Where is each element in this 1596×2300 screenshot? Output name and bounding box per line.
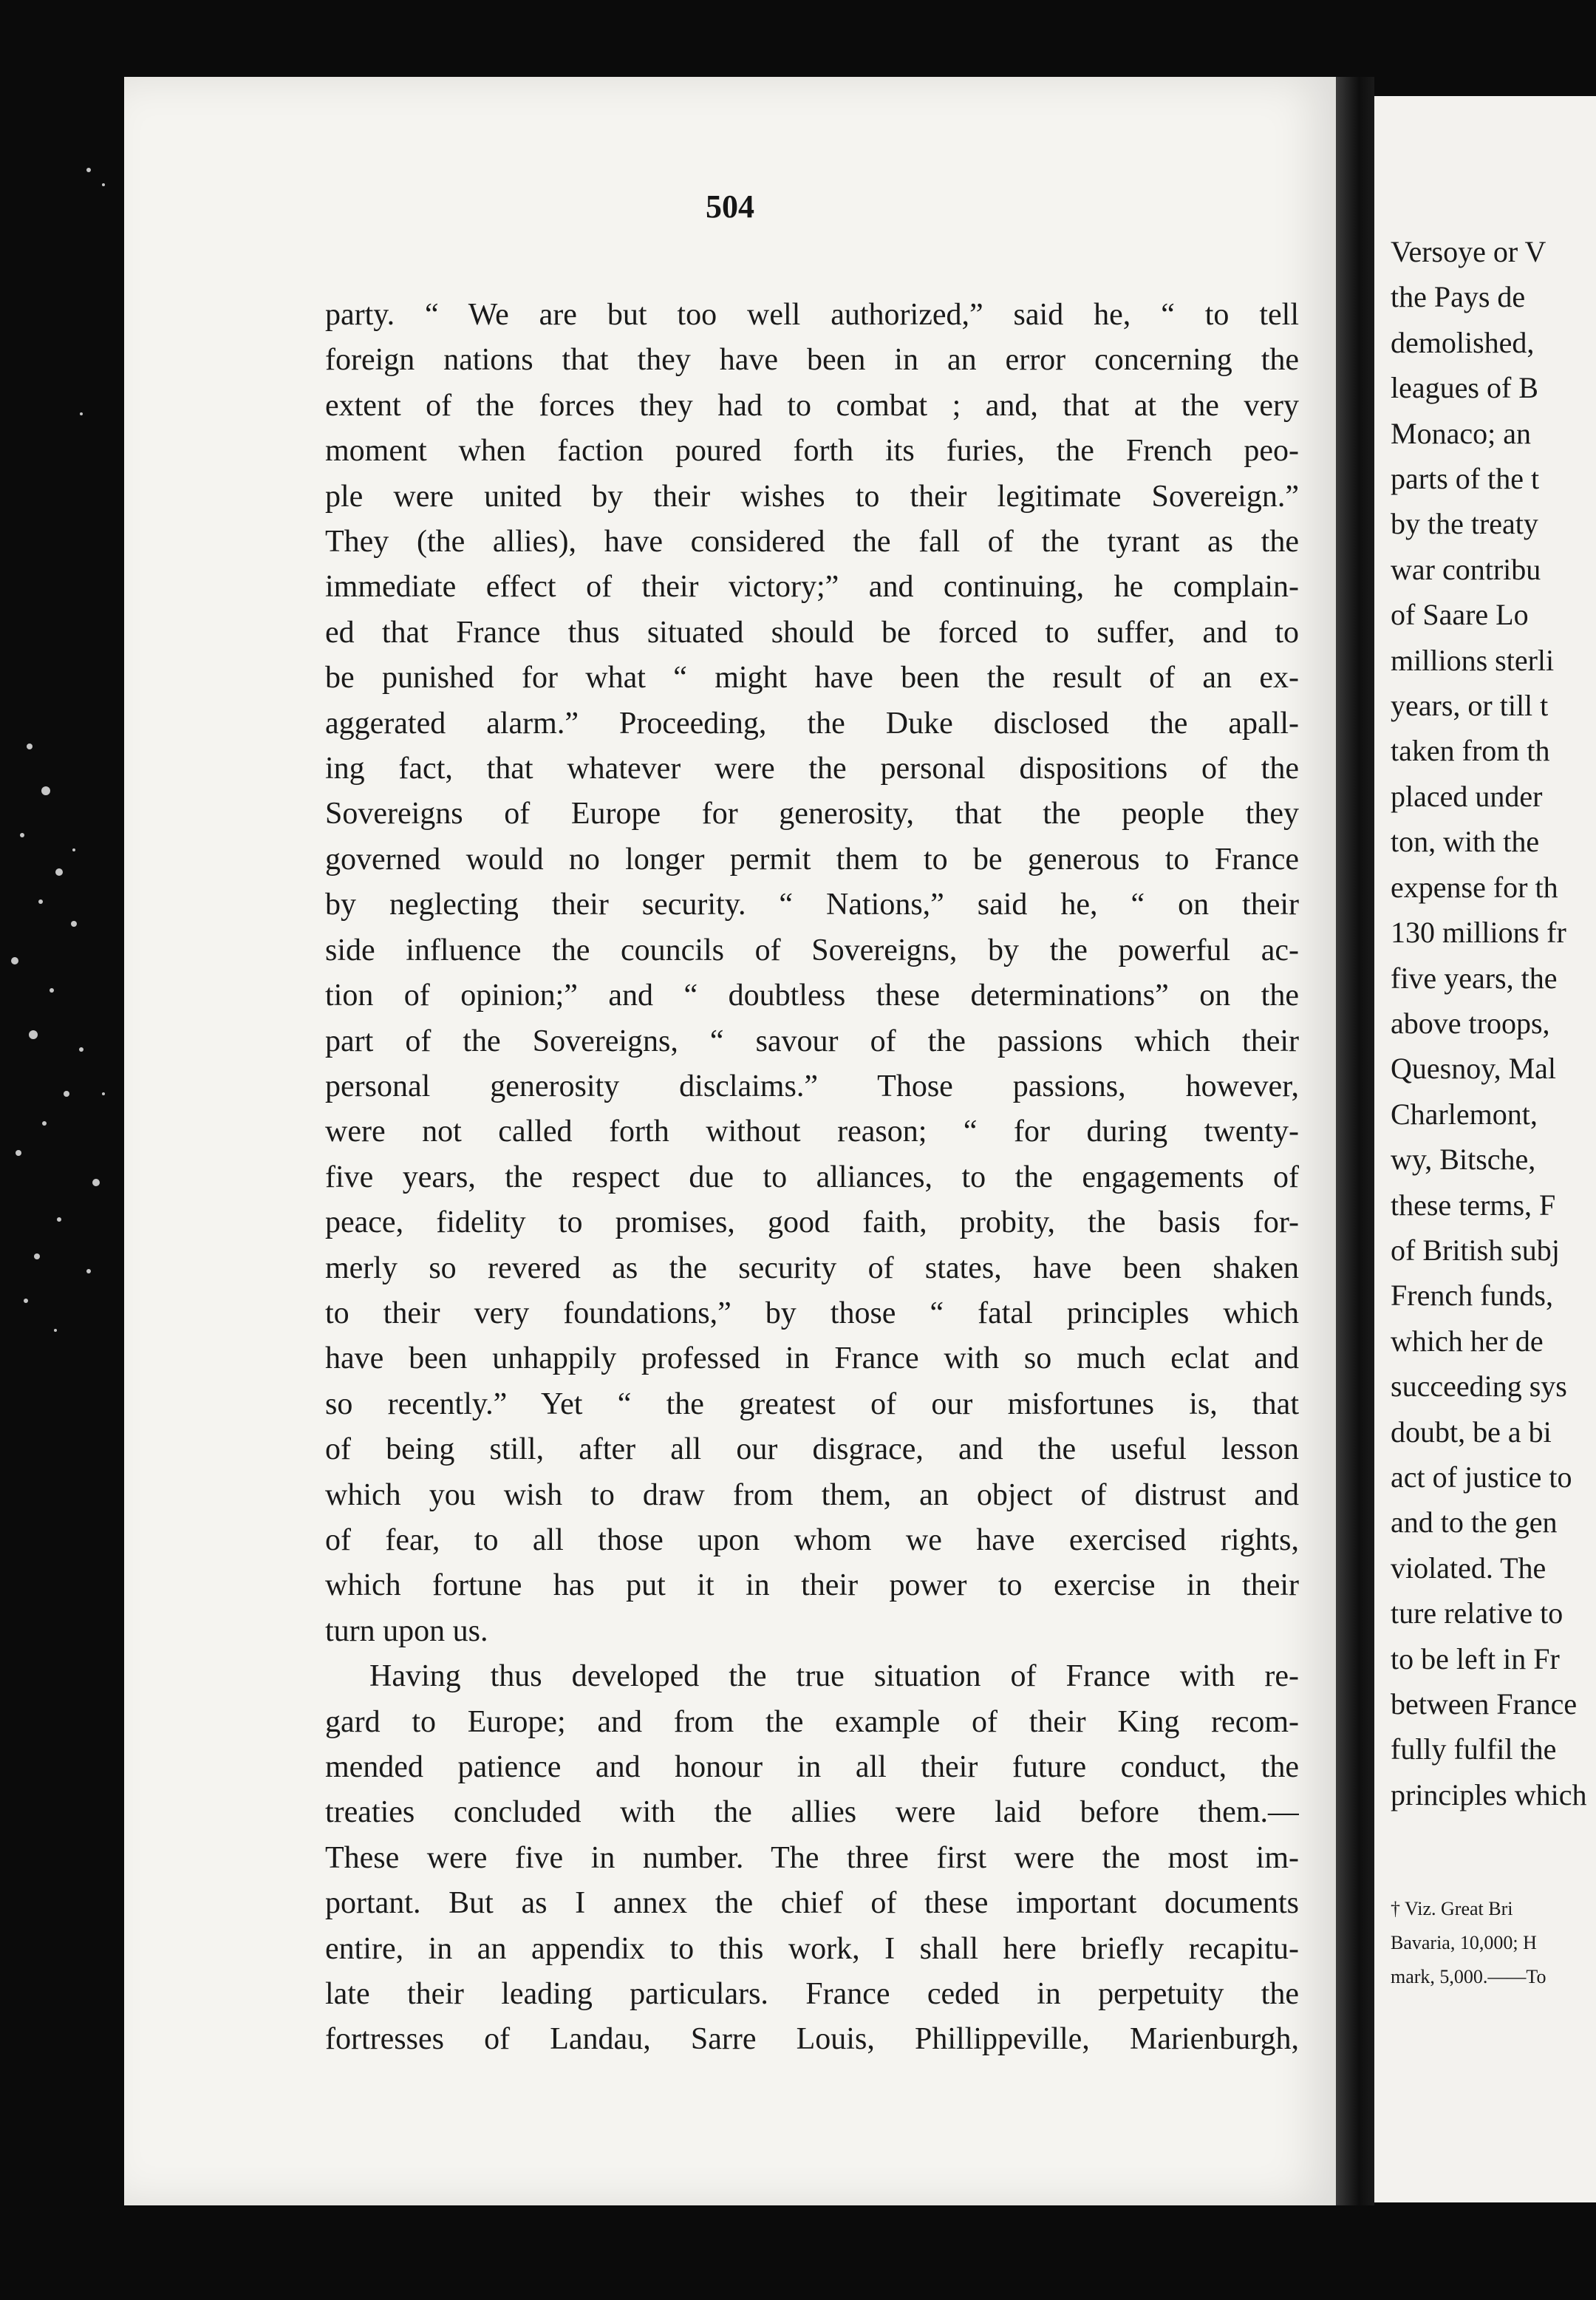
text-line: these terms, F bbox=[1391, 1188, 1556, 1222]
text-line: ple were united by their wishes to their legitimate Sovereign.” bbox=[325, 479, 1299, 514]
text-line: wy, Bitsche, bbox=[1391, 1143, 1536, 1177]
text-line: They (the allies), have considered the fall of the tyrant as the bbox=[325, 525, 1299, 559]
text-line: ing fact, that whatever were the personal dispositions of the bbox=[325, 752, 1299, 786]
text-line: the Pays de bbox=[1391, 280, 1526, 314]
text-line: tion of opinion;” and “ doubtless these determinations” on the bbox=[325, 979, 1299, 1013]
text-line: party. “ We are but too well authorized,” said he, “ to tell bbox=[325, 298, 1299, 332]
text-line: which her de bbox=[1391, 1324, 1544, 1358]
text-line: expense for th bbox=[1391, 870, 1558, 904]
text-line: late their leading particulars. France ceded in perpetuity the bbox=[325, 1977, 1299, 2012]
text-line: French funds, bbox=[1391, 1279, 1553, 1313]
text-line: placed under bbox=[1391, 779, 1543, 813]
text-line: parts of the t bbox=[1391, 462, 1540, 496]
text-line: to their very foundations,” by those “ fatal principles which bbox=[325, 1296, 1299, 1330]
text-line: taken from th bbox=[1391, 734, 1550, 768]
text-line: millions sterli bbox=[1391, 643, 1555, 677]
footnote-line: † Viz. Great Bri bbox=[1391, 1898, 1513, 1919]
footnote-line: Bavaria, 10,000; H bbox=[1391, 1932, 1537, 1953]
text-line: side influence the councils of Sovereigns, by the powerful ac- bbox=[325, 933, 1299, 967]
text-line: These were five in number. The three first were the most im- bbox=[325, 1840, 1299, 1875]
text-line: moment when faction poured forth its furies, the French peo- bbox=[325, 434, 1299, 469]
text-line: portant. But as I annex the chief of these important documents bbox=[325, 1886, 1299, 1921]
text-line: mended patience and honour in all their future conduct, the bbox=[325, 1750, 1299, 1784]
text-line: fully fulfil the bbox=[1391, 1732, 1557, 1766]
text-line: of British subj bbox=[1391, 1233, 1560, 1267]
text-line: Charlemont, bbox=[1391, 1097, 1538, 1131]
text-line: were not called forth without reason; “ for during twenty- bbox=[325, 1115, 1299, 1149]
text-line: to be left in Fr bbox=[1391, 1641, 1560, 1675]
text-line: Monaco; an bbox=[1391, 416, 1531, 450]
text-line: Quesnoy, Mal bbox=[1391, 1052, 1557, 1086]
text-line: part of the Sovereigns, “ savour of the passions which their bbox=[325, 1024, 1299, 1058]
text-line: above troops, bbox=[1391, 1006, 1550, 1040]
text-line: be punished for what “ might have been the result of an ex- bbox=[325, 661, 1299, 695]
text-line: principles which bbox=[1391, 1777, 1587, 1811]
text-line: treaties concluded with the allies were laid before them.— bbox=[325, 1795, 1299, 1830]
text-line: act of justice to bbox=[1391, 1460, 1572, 1494]
text-line: which you wish to draw from them, an object of distrust and bbox=[325, 1477, 1299, 1512]
text-line: Having thus developed the true situation of France with re- bbox=[369, 1659, 1299, 1694]
left-page bbox=[124, 77, 1336, 2205]
text-line: demolished, bbox=[1391, 325, 1535, 359]
text-line: ton, with the bbox=[1391, 825, 1540, 859]
text-line: war contribu bbox=[1391, 552, 1541, 586]
text-line: leagues of B bbox=[1391, 371, 1538, 405]
text-line: doubt, be a bi bbox=[1391, 1415, 1552, 1449]
text-line: ed that France thus situated should be forced to suffer, and to bbox=[325, 615, 1299, 650]
text-line: 130 millions fr bbox=[1391, 916, 1566, 950]
text-line: extent of the forces they had to combat ; and, that at the very bbox=[325, 388, 1299, 423]
book-gutter bbox=[1336, 77, 1374, 2205]
text-line: of Saare Lo bbox=[1391, 598, 1529, 632]
text-line: five years, the respect due to alliances, to the engagements of bbox=[325, 1160, 1299, 1194]
text-line: of being still, after all our disgrace, and the useful lesson bbox=[325, 1432, 1299, 1467]
text-line: foreign nations that they have been in an error concerning the bbox=[325, 343, 1299, 378]
text-line: peace, fidelity to promises, good faith, probity, the basis for- bbox=[325, 1205, 1299, 1240]
text-line: personal generosity disclaims.” Those passions, however, bbox=[325, 1069, 1299, 1103]
body-text bbox=[325, 293, 1299, 2063]
right-page bbox=[1374, 96, 1596, 2202]
text-line: gard to Europe; and from the example of their King recom- bbox=[325, 1704, 1299, 1739]
text-line: have been unhappily professed in France with so much eclat and bbox=[325, 1341, 1299, 1376]
text-line: and to the gen bbox=[1391, 1505, 1558, 1539]
text-line: merly so revered as the security of states, have been shaken bbox=[325, 1251, 1299, 1285]
text-line: turn upon us. bbox=[325, 1613, 488, 1648]
text-line: five years, the bbox=[1391, 961, 1558, 995]
text-line: so recently.” Yet “ the greatest of our misfortunes is, that bbox=[325, 1387, 1299, 1421]
footnote-line: mark, 5,000.——To bbox=[1391, 1966, 1546, 1987]
text-line: ture relative to bbox=[1391, 1596, 1563, 1630]
text-line: succeeding sys bbox=[1391, 1370, 1567, 1404]
text-line: of fear, to all those upon whom we have exercised rights, bbox=[325, 1522, 1299, 1557]
right-page-footnote bbox=[1391, 1892, 1596, 1994]
text-line: Sovereigns of Europe for generosity, that the people they bbox=[325, 797, 1299, 831]
right-page-text bbox=[1391, 229, 1596, 1817]
text-line: fortresses of Landau, Sarre Louis, Phillippeville, Marienburgh, bbox=[325, 2022, 1299, 2057]
text-line: years, or till t bbox=[1391, 689, 1549, 723]
text-line: between France bbox=[1391, 1687, 1578, 1721]
text-line: entire, in an appendix to this work, I shall here briefly recapitu- bbox=[325, 1931, 1299, 1966]
text-line: immediate effect of their victory;” and continuing, he complain- bbox=[325, 570, 1299, 605]
text-line: by neglecting their security. “ Nations,” said he, “ on their bbox=[325, 888, 1299, 922]
text-line: Versoye or V bbox=[1391, 235, 1546, 268]
text-line: aggerated alarm.” Proceeding, the Duke disclosed the apall- bbox=[325, 706, 1299, 741]
text-line: by the treaty bbox=[1391, 507, 1538, 541]
page-number: 504 bbox=[706, 188, 754, 225]
text-line: violated. The bbox=[1391, 1551, 1546, 1585]
text-line: which fortune has put it in their power to exercise in their bbox=[325, 1568, 1299, 1603]
text-line: governed would no longer permit them to be generous to France bbox=[325, 842, 1299, 877]
